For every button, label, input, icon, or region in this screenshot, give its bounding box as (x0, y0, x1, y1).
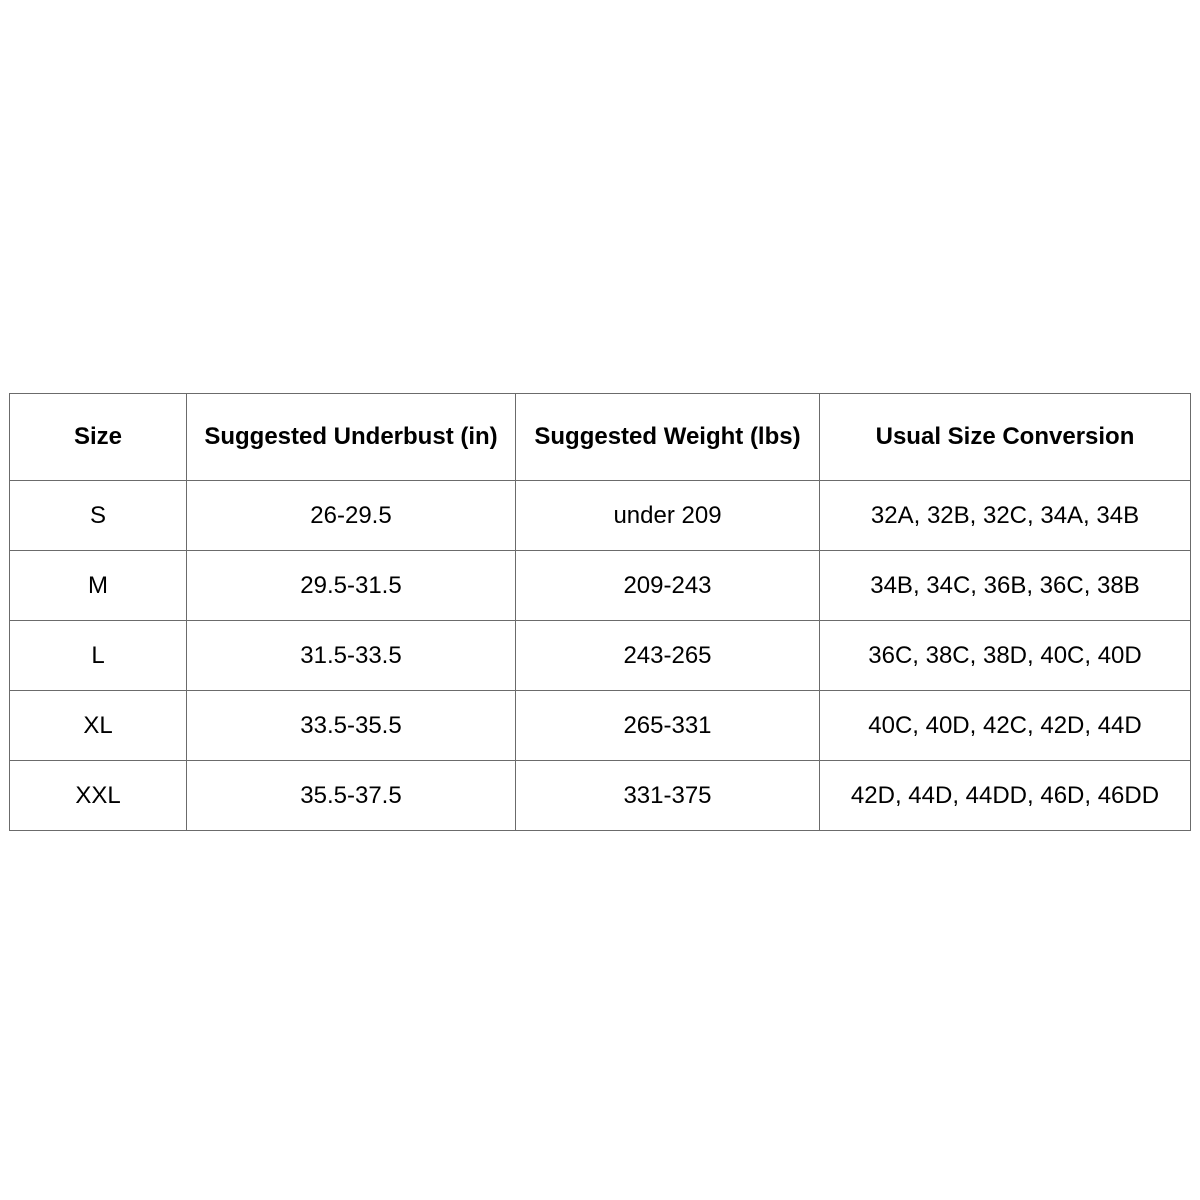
cell-size: S (10, 481, 187, 551)
cell-weight: 243-265 (516, 621, 820, 691)
cell-size: L (10, 621, 187, 691)
cell-underbust: 31.5-33.5 (187, 621, 516, 691)
cell-size-conversion: 42D, 44D, 44DD, 46D, 46DD (820, 761, 1191, 831)
cell-size: XL (10, 691, 187, 761)
cell-weight: 331-375 (516, 761, 820, 831)
cell-size: XXL (10, 761, 187, 831)
cell-weight: 265-331 (516, 691, 820, 761)
table-row (10, 551, 1191, 621)
header-size: Size (10, 394, 187, 481)
cell-underbust: 35.5-37.5 (187, 761, 516, 831)
header-row (10, 394, 1191, 481)
table-row (10, 691, 1191, 761)
header-size-conversion: Usual Size Conversion (820, 394, 1191, 481)
cell-size: M (10, 551, 187, 621)
cell-size-conversion: 32A, 32B, 32C, 34A, 34B (820, 481, 1191, 551)
header-weight: Suggested Weight (lbs) (516, 394, 820, 481)
cell-weight: under 209 (516, 481, 820, 551)
cell-underbust: 29.5-31.5 (187, 551, 516, 621)
size-chart-table (9, 393, 1191, 831)
cell-underbust: 33.5-35.5 (187, 691, 516, 761)
table-row (10, 481, 1191, 551)
cell-size-conversion: 36C, 38C, 38D, 40C, 40D (820, 621, 1191, 691)
cell-size-conversion: 40C, 40D, 42C, 42D, 44D (820, 691, 1191, 761)
cell-size-conversion: 34B, 34C, 36B, 36C, 38B (820, 551, 1191, 621)
table-row (10, 761, 1191, 831)
cell-underbust: 26-29.5 (187, 481, 516, 551)
cell-weight: 209-243 (516, 551, 820, 621)
table-row (10, 621, 1191, 691)
header-underbust: Suggested Underbust (in) (187, 394, 516, 481)
